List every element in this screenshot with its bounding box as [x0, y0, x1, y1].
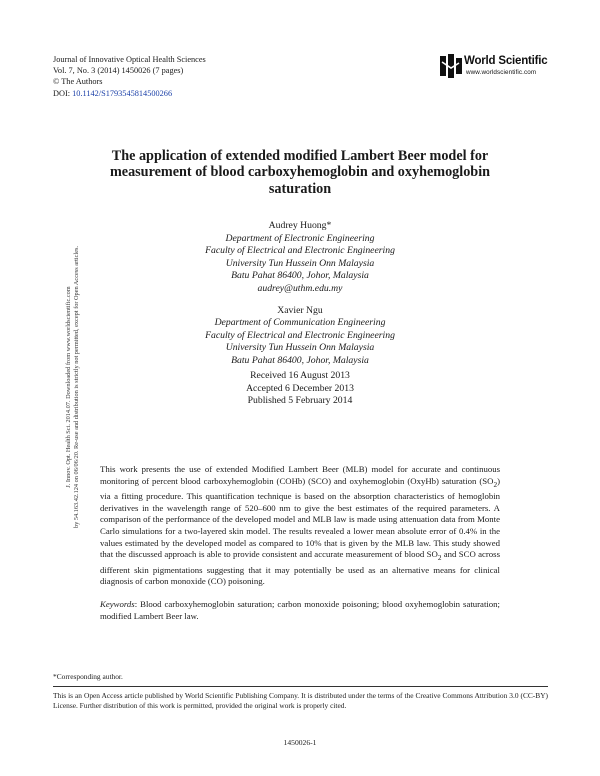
accepted-date: Accepted 6 December 2013 — [246, 382, 354, 394]
watermark-line-1: J. Innov. Opt. Health Sci. 2014.07. Downloaded from www.worldscientific.com — [65, 286, 72, 488]
publisher-name: World Scientific — [464, 55, 548, 67]
subscript: 2 — [493, 480, 498, 489]
affiliation-line: Batu Pahat 86400, Johor, Malaysia — [231, 270, 369, 282]
page-number: 1450026-1 — [283, 738, 317, 747]
publisher-url[interactable]: www.worldscientific.com — [466, 69, 537, 76]
subscript: 2 — [437, 554, 442, 563]
affiliation-line: Faculty of Electrical and Electronic Engineering — [205, 329, 395, 341]
publisher-logo — [440, 54, 552, 80]
paper-title: The application of extended modified Lambert Beer model for measurement of blood carboxyhemoglobin and oxyhemoglobin saturation — [109, 148, 491, 197]
download-watermark — [65, 92, 81, 682]
copyright-line: © The Authors — [53, 77, 103, 87]
author-email[interactable]: audrey@uthm.edu.my — [257, 282, 343, 294]
publication-dates — [150, 370, 450, 408]
doi-label: DOI: — [53, 88, 71, 98]
journal-volume: Vol. 7, No. 3 (2014) 1450026 (7 pages) — [53, 66, 184, 76]
corresponding-author-note: *Corresponding author. — [53, 672, 123, 681]
published-date: Published 5 February 2014 — [247, 395, 353, 406]
affiliation-line: University Tun Hussein Onn Malaysia — [225, 342, 375, 354]
keywords — [100, 599, 500, 622]
received-date: Received 16 August 2013 — [250, 370, 350, 381]
abstract-text: This work presents the use of extended Modified Lambert Beer (MLB) model for accurate and continuous monitoring of percent blood carboxyhemoglobin (COHb) (SCO) and oxyhemoglobin (OxyHb) saturation (SO — [100, 464, 500, 486]
affiliation-line: University Tun Hussein Onn Malaysia — [225, 257, 375, 269]
open-access-note: This is an Open Access article published by World Scientific Publishing Company. It is distributed under the terms of the Creative Commons Attribution 3.0 (CC-BY) License. Further distribution of this work is permitted, provided the original work is properly cited. — [53, 691, 548, 710]
author-name: Audrey Huong* — [268, 220, 332, 231]
footnote-divider — [53, 686, 548, 687]
abstract-text: ) via a fitting procedure. This quantification technique is based on the absorption characteristics of hemoglobin derivatives in the wavelength range of 520–600 nm to give the best estimates of the required parameters. A comparison of the performance of the developed model and MLB law is made using attenuation data from Monte Carlo simulations for a two-layered skin model. The results revealed a lower mean absolute error of 0.4% in the values estimated by the developed model as compared to 10% that is given by the MLB law. This study showed that the discussed approach is able to provide consistent and accurate measurement of blood SO — [100, 475, 500, 560]
keywords-text: : Blood carboxyhemoglobin saturation; carbon monoxide poisoning; blood oxyhemoglobin saturation; modified Lambert Beer law. — [100, 599, 500, 621]
keywords-label: Keywords — [100, 599, 135, 609]
affiliation-line: Batu Pahat 86400, Johor, Malaysia — [231, 354, 369, 366]
affiliation-line: Department of Electronic Engineering — [225, 232, 375, 244]
world-scientific-logo-icon — [440, 54, 462, 78]
affiliation-line: Faculty of Electrical and Electronic Engineering — [205, 245, 395, 257]
journal-name: Journal of Innovative Optical Health Sciences — [53, 55, 206, 64]
abstract — [100, 464, 500, 588]
affiliation-line: Department of Communication Engineering — [214, 317, 386, 329]
abstract-text: and SCO across different skin pigmentations suggesting that it may potentially be used as an alternative means for clinical diagnosis of carbon monoxide (CO) poisoning. — [100, 549, 500, 587]
watermark-line-2: by 54.163.42.124 on 06/06/20. Re-use and distribution is strictly not permitted, except for Open Access articles. — [73, 245, 80, 529]
author-name: Xavier Ngu — [277, 304, 323, 316]
authors-block — [150, 220, 450, 368]
doi-link[interactable]: 10.1142/S1793545814500266 — [72, 88, 173, 98]
